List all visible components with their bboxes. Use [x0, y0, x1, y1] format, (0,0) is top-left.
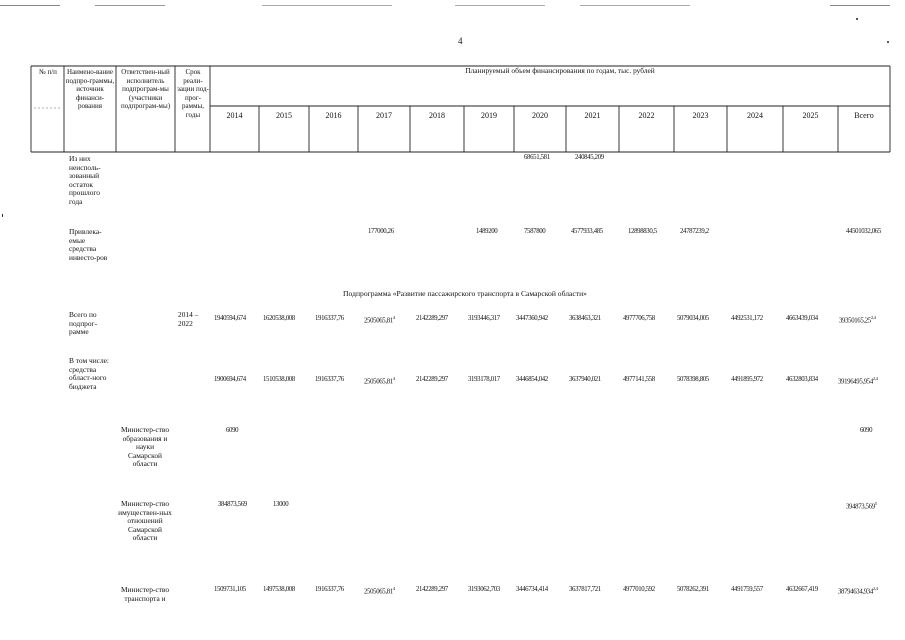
year-2023: 2023	[692, 111, 709, 120]
cell-investors-total: 44501032,065	[846, 228, 881, 235]
cell-transport-total-value: 38794634,934	[838, 588, 873, 596]
cell-transport-2019: 3193062,703	[468, 586, 500, 593]
cell-regional-2017	[364, 376, 395, 385]
cell-regional-total	[838, 376, 878, 385]
cell-total-2015: 1620538,008	[263, 315, 295, 322]
cell-total-2014: 1940594,674	[214, 315, 246, 322]
cell-total-2025: 4663439,034	[786, 315, 818, 322]
cell-regional-2020: 3446854,042	[516, 376, 548, 383]
cell-transport-2024: 4491759,557	[731, 586, 763, 593]
header-funding-title: Планируемый объем финансирования по годам, тыс. рублей	[465, 66, 655, 75]
cell-regional-2025: 4632803,834	[786, 376, 818, 383]
page-number: 4	[458, 36, 463, 46]
row-label-unused-balance: Из них неисполь-зованный остаток прошлого года	[69, 154, 101, 206]
cell-property-total-value: 394873,569	[846, 503, 875, 511]
cell-transport-2025: 4632667,419	[786, 586, 818, 593]
cell-transport-total	[838, 586, 878, 595]
cell-regional-2017-value: 2505065,81	[364, 378, 393, 386]
footnote-mark: 5	[874, 501, 877, 506]
cell-unused-2020: 68651,581	[524, 154, 550, 161]
cell-total-2024: 4492531,172	[731, 315, 763, 322]
cell-education-total: 6090	[860, 427, 873, 434]
cell-total-2021: 3638463,321	[569, 315, 601, 322]
resp-ministry-property: Министер-ство имуществен-ных отношений Самарской области	[118, 499, 172, 543]
year-2021: 2021	[584, 111, 601, 120]
cell-property-total	[846, 501, 877, 510]
header-resp-col: Ответствен-ный исполнитель подпрограм-мы (участники подпрограм-мы)	[120, 68, 171, 110]
cell-education-2014: 6090	[226, 427, 239, 434]
cell-transport-2020: 3446734,414	[516, 586, 548, 593]
cell-transport-2017	[364, 586, 395, 595]
resp-ministry-education: Министер-ство образования и науки Самарской области	[120, 425, 170, 469]
footnote-mark: 4	[392, 376, 395, 381]
year-2020: 2020	[532, 111, 548, 120]
header-name-col: Наимено-вание подпро-граммы, источник финанси-рования	[65, 68, 115, 110]
cell-transport-2018: 2142289,297	[416, 586, 448, 593]
cell-unused-2021: 240845,209	[575, 154, 604, 161]
year-2016: 2016	[325, 111, 342, 120]
cell-total-2018: 2142289,297	[416, 315, 448, 322]
cell-property-2014: 384873,569	[218, 501, 247, 508]
header-term-col: Срок реали-зации под-прог-раммы, годы	[177, 68, 209, 119]
year-total: Всего	[854, 111, 874, 120]
cell-investors-2020: 7587800	[524, 228, 546, 235]
cell-transport-2021: 3637817,721	[569, 586, 601, 593]
footnote-mark: 4	[392, 586, 395, 591]
cell-total-2020: 3447360,942	[516, 315, 548, 322]
cell-transport-2015: 1497538,008	[263, 586, 295, 593]
cell-regional-total-value: 39196495,954	[838, 378, 873, 386]
footnote-mark: 2,4	[872, 586, 878, 591]
section-title: Подпрограмма «Развитие пассажирского транспорта в Самарской области»	[343, 289, 587, 298]
year-2018: 2018	[429, 111, 445, 120]
cell-regional-2021: 3637940,021	[569, 376, 601, 383]
row-label-subprogram-total: Всего по подпрог-рамме	[69, 310, 98, 337]
cell-regional-2016: 1916337,76	[315, 376, 344, 383]
footnote-mark: 4	[392, 315, 395, 320]
row-label-regional-budget: В том числе: средства област-ного бюджета	[69, 356, 109, 391]
cell-regional-2022: 4977141,558	[623, 376, 655, 383]
cell-total-2017	[364, 315, 395, 324]
cell-transport-2023: 5078262,391	[677, 586, 709, 593]
cell-total-2017-value: 2505065,81	[364, 317, 393, 325]
cell-investors-2019: 1489200	[476, 228, 498, 235]
year-2017: 2017	[376, 111, 392, 120]
cell-property-2015: 13000	[273, 501, 289, 508]
row-label-investors: Привлека-емые средства инвесто-ров	[69, 227, 108, 262]
year-2014: 2014	[226, 111, 243, 120]
cell-total-all-value: 39350165,25	[839, 317, 871, 325]
scan-speck	[2, 214, 3, 217]
cell-investors-2023: 24787239,2	[680, 228, 709, 235]
cell-regional-2014: 1900694,674	[214, 376, 246, 383]
cell-transport-2014: 1509731,105	[214, 586, 246, 593]
year-2024: 2024	[747, 111, 763, 120]
header-num-col: № п/п	[39, 68, 57, 76]
cell-investors-2017: 177000,26	[368, 228, 394, 235]
cell-investors-2021: 4577933,485	[571, 228, 603, 235]
year-2022: 2022	[638, 111, 655, 120]
cell-total-all	[839, 315, 876, 324]
footnote-mark: 2,4	[870, 315, 876, 320]
cell-total-2022: 4977706,758	[623, 315, 655, 322]
cell-regional-2018: 2142289,297	[416, 376, 448, 383]
cell-regional-2023: 5078398,805	[677, 376, 709, 383]
cell-regional-2024: 4491895,972	[731, 376, 763, 383]
cell-transport-2016: 1916337,76	[315, 586, 344, 593]
year-2019: 2019	[481, 111, 497, 120]
cell-regional-2019: 3193178,017	[468, 376, 500, 383]
cell-transport-2022: 4977010,592	[623, 586, 655, 593]
term-subprogram: 2014 – 2022	[178, 310, 199, 328]
year-2025: 2025	[802, 111, 819, 120]
cell-total-2023: 5079034,005	[677, 315, 709, 322]
cell-investors-2022: 12898830,5	[628, 228, 657, 235]
cell-regional-2015: 1510538,008	[263, 376, 295, 383]
cell-transport-2017-value: 2505065,81	[364, 588, 393, 596]
cell-total-2016: 1916337,76	[315, 315, 344, 322]
year-2015: 2015	[276, 111, 292, 120]
footnote-mark: 2,4	[872, 376, 878, 381]
cell-total-2019: 3193446,317	[468, 315, 500, 322]
resp-ministry-transport: Министер-ство транспорта и	[120, 585, 170, 603]
